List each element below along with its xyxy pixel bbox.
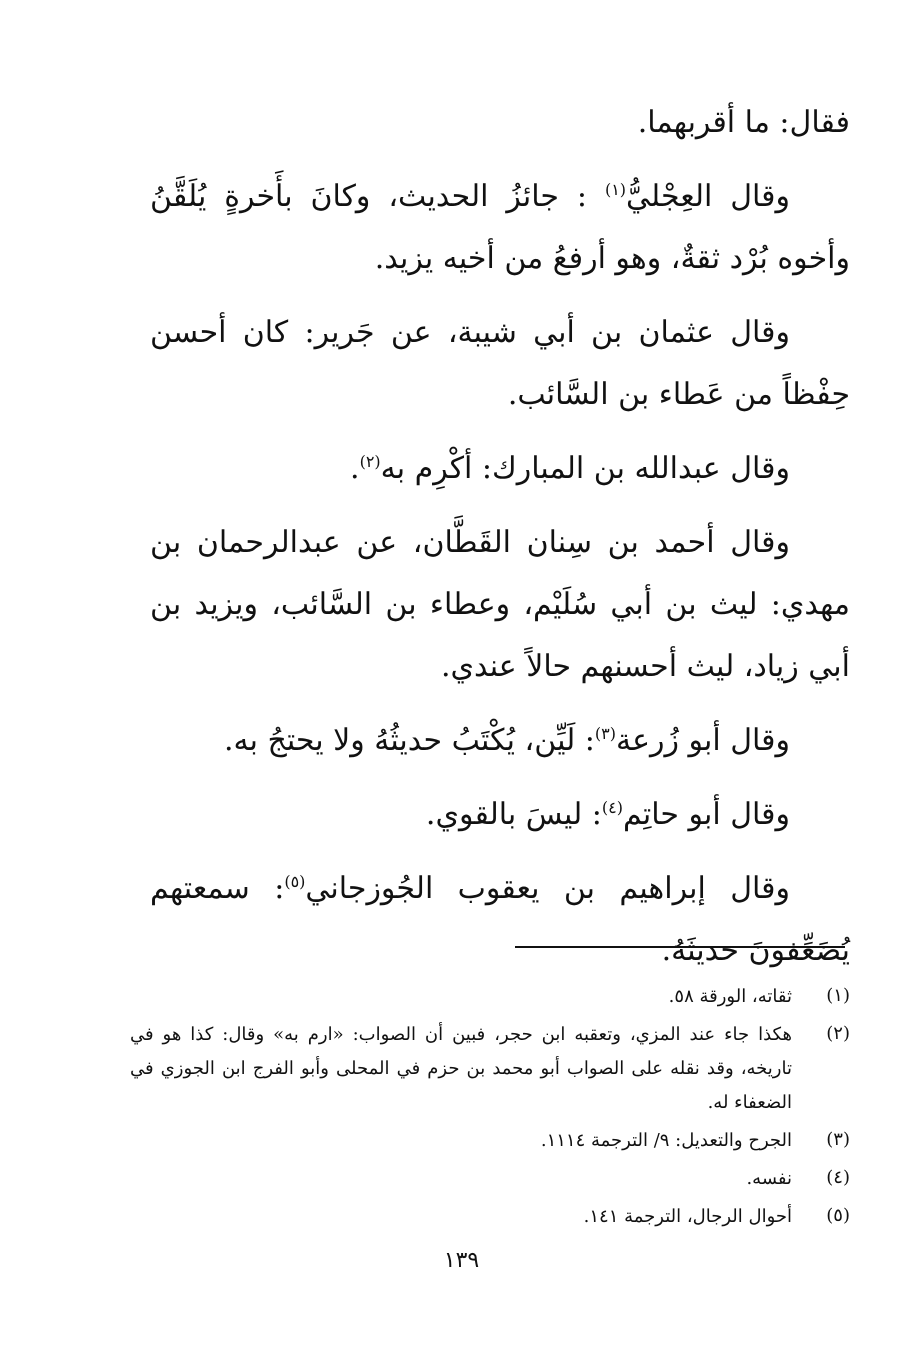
paragraph-8-text-a: وقال إبراهيم بن يعقوب الجُوزجاني bbox=[305, 871, 790, 906]
paragraph-6-text-a: وقال أبو زُرعة bbox=[616, 723, 790, 758]
footnote-5 bbox=[130, 1200, 850, 1234]
paragraph-7 bbox=[150, 784, 850, 846]
paragraph-2-text-a: وقال العِجْليُّ bbox=[626, 179, 791, 214]
footnote-text: ثقاته، الورقة ٥٨. bbox=[668, 986, 792, 1007]
paragraph-6-text-b: : لَيِّن، يُكْتَبُ حديثُهُ ولا يحتجُ به. bbox=[223, 723, 595, 758]
paragraph-5-text: وقال أحمد بن سِنان القَطَّان، عن عبدالرحمان بن مهدي: ليث بن أبي سُلَيْم، وعطاء بن السَّائب، ويزيد بن أبي زياد، ليث أحسنهم حالاً عندي. bbox=[150, 525, 851, 684]
footnote-number: (٥) bbox=[826, 1205, 850, 1226]
paragraph-8 bbox=[150, 858, 850, 982]
paragraph-7-text-b: : ليسَ بالقوي. bbox=[425, 797, 602, 832]
footnote-text: أحوال الرجال، الترجمة ١٤١. bbox=[583, 1206, 792, 1227]
paragraph-5 bbox=[150, 512, 850, 698]
footnote-text: هكذا جاء عند المزي، وتعقبه ابن حجر، فبين أن الصواب: «ارم به» وقال: كذا هو في تاريخه، وقد نقله على الصواب أبو محمد بن حزم في المحلى وأبو الفرج ابن الجوزي في الضعفاء له. bbox=[130, 1024, 792, 1113]
footnote-number: (١) bbox=[826, 985, 850, 1006]
footnote-ref-1: (١) bbox=[604, 180, 627, 199]
footnote-ref-5: (٥) bbox=[284, 872, 306, 891]
footnote-ref-4: (٤) bbox=[601, 798, 623, 817]
paragraph-6 bbox=[150, 710, 850, 772]
footnote-4 bbox=[130, 1162, 850, 1196]
footnote-number: (٤) bbox=[826, 1167, 850, 1188]
footnote-text: نفسه. bbox=[746, 1168, 792, 1189]
paragraph-1-text: فقال: ما أقربهما. bbox=[637, 105, 850, 140]
paragraph-2-text-b: : جائزُ الحديث، وكانَ بأَخرةٍ يُلَقَّنُ وأخوه بُرْد ثقةٌ، وهو أرفعُ من أخيه يزيد. bbox=[150, 179, 850, 276]
paragraph-4-text-a: وقال عبدالله بن المبارك: أكْرِم به bbox=[380, 451, 790, 486]
paragraph-3-text: وقال عثمان بن أبي شيبة، عن جَرير: كان أحسن حِفْظاً من عَطاء بن السَّائب. bbox=[150, 315, 850, 412]
footnote-2 bbox=[130, 1018, 850, 1120]
footnotes bbox=[130, 980, 850, 1238]
paragraph-4 bbox=[150, 438, 850, 500]
paragraph-3 bbox=[150, 302, 850, 426]
paragraph-1 bbox=[150, 92, 850, 154]
footnote-3 bbox=[130, 1124, 850, 1158]
footnote-ref-3: (٣) bbox=[594, 724, 617, 743]
footnote-separator bbox=[515, 946, 845, 948]
footnote-ref-2: (٢) bbox=[359, 452, 381, 471]
paragraph-4-text-b: . bbox=[350, 451, 360, 486]
footnote-number: (٢) bbox=[826, 1023, 850, 1044]
main-text bbox=[150, 92, 850, 994]
footnote-number: (٣) bbox=[826, 1129, 850, 1150]
paragraph-7-text-a: وقال أبو حاتِم bbox=[622, 797, 790, 832]
footnote-text: الجرح والتعديل: ٩/ الترجمة ١١١٤. bbox=[540, 1130, 792, 1151]
footnote-1 bbox=[130, 980, 850, 1014]
paragraph-2 bbox=[150, 166, 850, 290]
page-number: ١٣٩ bbox=[443, 1248, 480, 1273]
paragraph-8-text-b: : سمعتهم يُضَعِّفونَ حديثَهُ. bbox=[150, 871, 850, 968]
